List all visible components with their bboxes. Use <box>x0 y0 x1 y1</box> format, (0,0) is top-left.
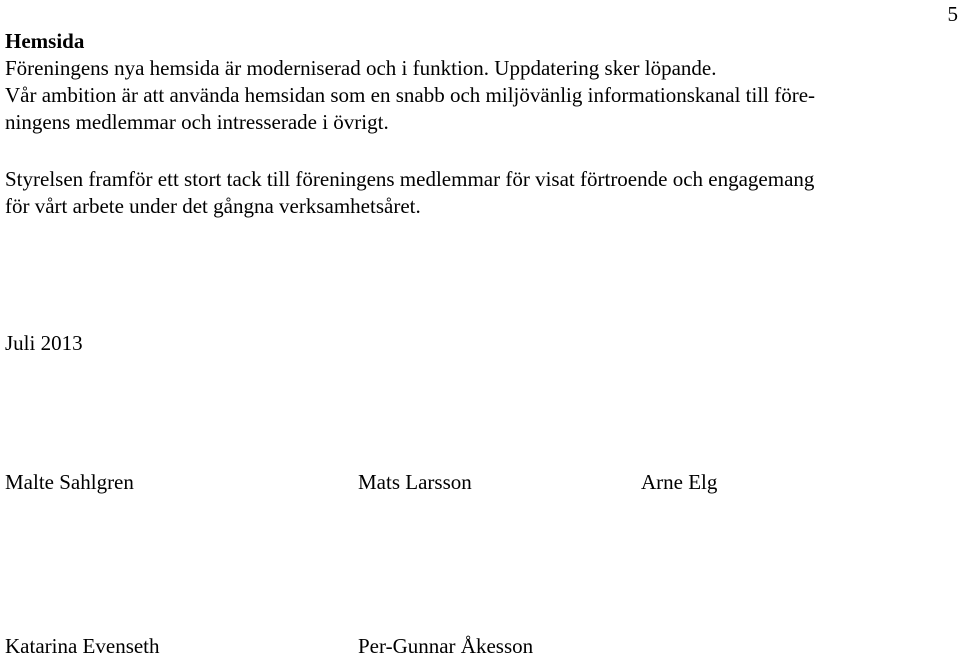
section-line-1: Föreningens nya hemsida är moderniserad och i funktion. Uppdatering sker löpande. <box>5 56 717 80</box>
page-number: 5 <box>947 2 958 26</box>
thanks-line-2: för vårt arbete under det gångna verksamhetsåret. <box>5 194 421 218</box>
signature-name: Katarina Evenseth <box>5 634 160 658</box>
section-line-2: Vår ambition är att använda hemsidan som en snabb och miljövänlig informationskanal till före- <box>5 83 816 107</box>
date-line: Juli 2013 <box>5 331 83 355</box>
section-line-3: ningens medlemmar och intresserade i övrigt. <box>5 110 389 134</box>
section-heading: Hemsida <box>5 29 85 53</box>
signature-name: Per-Gunnar Åkesson <box>358 634 534 658</box>
signature-name: Arne Elg <box>641 470 718 494</box>
signature-name: Malte Sahlgren <box>5 470 134 494</box>
thanks-line-1: Styrelsen framför ett stort tack till föreningens medlemmar för visat förtroende och engagemang <box>5 167 815 191</box>
signature-name: Mats Larsson <box>358 470 472 494</box>
